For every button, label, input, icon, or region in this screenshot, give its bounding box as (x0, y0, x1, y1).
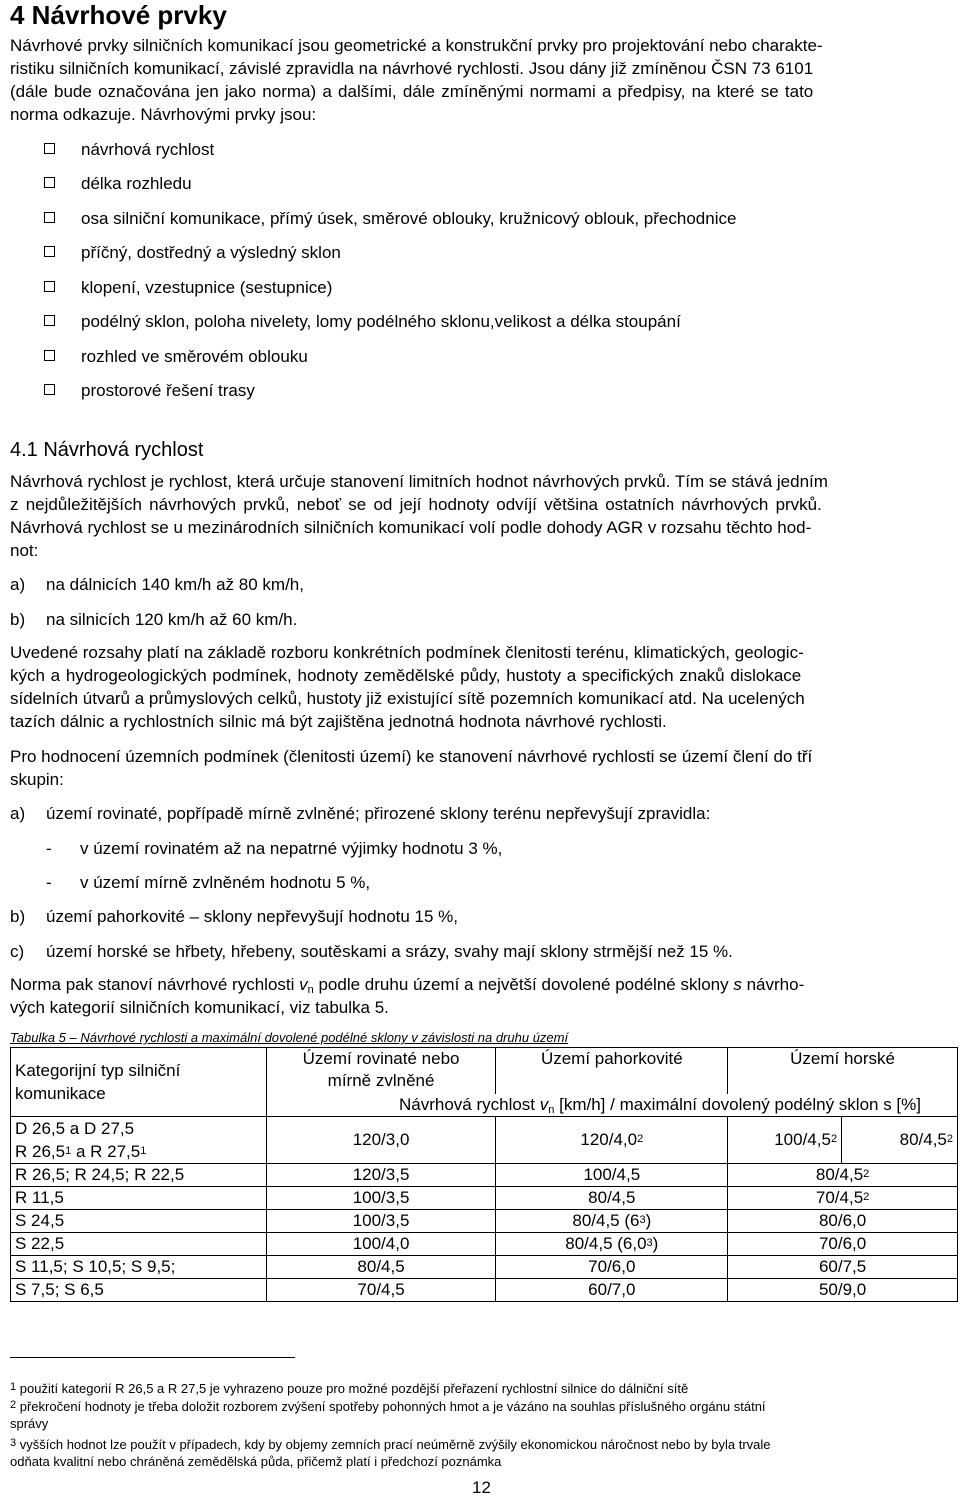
paragraph-line: skupin: (10, 770, 64, 789)
checkbox-square-icon (44, 212, 55, 223)
header-flat: Území rovinaté nebo mírně zvlněné (266, 1048, 496, 1094)
header-hilly: Území pahorkovité (496, 1048, 728, 1094)
intro-line: ristiku silničních komunikací, závislé zpravidla na návrhové rychlosti. Jsou dány již zmíněnou ČSN 73 6101 (10, 59, 814, 78)
paragraph-line: vých kategorií silničních komunikací, viz tabulka 5. (10, 998, 389, 1017)
list-item: délka rozhledu (44, 172, 192, 195)
paragraph-line: Návrhová rychlost je rychlost, která určuje stanovení limitních hodnot návrhových prvků. Tím se stává jedním (10, 472, 828, 491)
norm-paragraph (10, 973, 956, 1019)
cell-hilly: 80/4,5 $(6^3)$ (496, 1209, 728, 1232)
cell-mountain: $80/4,5^2$ (842, 1116, 958, 1163)
cell-hilly: 100/4,5 (496, 1163, 728, 1186)
cell-hilly: 80/4,5 $(6,0^3)$ (496, 1232, 728, 1255)
cell-flat: 80/4,5 (266, 1255, 496, 1278)
group-text: území pahorkovité – sklony nepřevyšují hodnotu 15 %, (46, 907, 459, 926)
group-text: území rovinaté, popřípadě mírně zvlněné; přirozené sklony terénu nepřevyšují zpravidla: (46, 804, 711, 823)
dash-bullet: - (46, 839, 52, 858)
cell-category: D 26,5 a D 27,5 R 26,5$^1$ a R 27,5$^1$ (11, 1116, 267, 1163)
cell-flat: 120/3,0 (266, 1116, 496, 1163)
paragraph-line: sídelních útvarů a průmyslových celků, hustoty již existující sítě pozemních komunikací atd. Na ucelených (10, 689, 805, 708)
group-label: b) (10, 907, 26, 926)
table-row (11, 1209, 958, 1232)
checkbox-square-icon (44, 143, 55, 154)
list-item: osa silniční komunikace, přímý úsek, směrové oblouky, kružnicový oblouk, přechodnice (44, 207, 736, 230)
cell-mountain: $100/4,5^2$ (728, 1116, 842, 1163)
checkbox-square-icon (44, 246, 55, 257)
cell-mountain: $80/4,5^2$ (728, 1163, 958, 1186)
list-item: prostorové řešení trasy (44, 379, 255, 402)
dash-bullet: - (46, 873, 52, 892)
checkbox-square-icon (44, 315, 55, 326)
cell-mountain: 60/7,5 (728, 1255, 958, 1278)
cell-flat: 100/4,0 (266, 1232, 496, 1255)
footnote: $^3$ vyšších hodnot lze použít v případech, kdy by objemy zemních prací neúměrně zvýšily ekonomickou náročnost nebo by byla trvale odňata kvalitní nebo chráněná zemědělská půda, přičemž platí i předchozí poznámka (10, 1437, 771, 1469)
footnote-separator (10, 1357, 295, 1358)
paragraph-line: Norma pak stanoví návrhové rychlosti $v_n$ podle druhu území a největší dovolené podélné sklony s návrho- (10, 975, 805, 996)
table-row (11, 1278, 958, 1301)
footnote: $^2$ překročení hodnoty je třeba doložit rozborem zvýšení spotřeby pohonných hmot a je vázáno na souhlas příslušného orgánu státní správy (10, 1399, 766, 1431)
table-row (11, 1186, 958, 1209)
list-item: klopení, vzestupnice (sestupnice) (44, 276, 332, 299)
speed-item-text: na dálnicích 140 km/h až 80 km/h, (46, 575, 304, 594)
cell-flat: 100/3,5 (266, 1209, 496, 1232)
group-label: a) (10, 804, 26, 823)
header-units: Návrhová rychlost $v_n$ [km/h] / maximální dovolený podélný sklon s [%] (266, 1094, 957, 1117)
paragraph-line: not: (10, 541, 39, 560)
chapter-heading: 4 Návrhové prvky (10, 0, 227, 30)
group-subitem: v území rovinatém až na nepatrné výjimky hodnotu 3 %, (80, 839, 503, 858)
intro-line: (dále bude označována jen jako norma) a dalšími, dále zmíněnými normami a předpisy, na které se tato (10, 82, 814, 101)
list-item: návrhová rychlost (44, 138, 214, 161)
cell-category: R 11,5 (11, 1186, 267, 1209)
table-header-row (11, 1048, 958, 1094)
table-row (11, 1232, 958, 1255)
checkbox-square-icon (44, 350, 55, 361)
list-item: příčný, dostředný a výsledný sklon (44, 241, 341, 264)
list-item: rozhled ve směrovém oblouku (44, 345, 308, 368)
paragraph-line: Uvedené rozsahy platí na základě rozboru konkrétních podmínek členitosti terénu, klimatických, geologic- (10, 643, 804, 662)
group-subitem: v území mírně zvlněném hodnotu 5 %, (80, 873, 371, 892)
speed-item-text: na silnicích 120 km/h až 60 km/h. (46, 610, 298, 629)
cell-hilly: 70/6,0 (496, 1255, 728, 1278)
paragraph-line: Pro hodnocení územních podmínek (členitosti území) ke stanovení návrhové rychlosti se území člení do tří (10, 747, 813, 766)
footnote: $^1$ použití kategorií R 26,5 a R 27,5 je vyhrazeno pouze pro možné pozdější přeřazení rychlostní silnice do dálniční sítě (10, 1381, 689, 1396)
paragraph-line: z nejdůležitějších návrhových prvků, neboť se od její hodnoty odvíjí většina ostatních návrhových prvků. (10, 495, 822, 514)
design-speed-paragraph (10, 470, 956, 562)
page-number: 12 (472, 1478, 491, 1497)
table-row (11, 1116, 958, 1163)
list-item: podélný sklon, poloha nivelety, lomy podélného sklonu,velikost a délka stoupání (44, 310, 681, 333)
design-speed-table (10, 1047, 958, 1302)
checkbox-square-icon (44, 177, 55, 188)
cell-mountain: 80/6,0 (728, 1209, 958, 1232)
group-text: území horské se hřbety, hřebeny, soutěskami a srázy, svahy mají sklony strmější než 15 %. (46, 942, 733, 961)
cell-hilly: 80/4,5 (496, 1186, 728, 1209)
cell-flat: 120/3,5 (266, 1163, 496, 1186)
paragraph-line: kých a hydrogeologických podmínek, hodnoty zemědělské půdy, hustoty a specifických znaků dislokace (10, 666, 802, 685)
group-label: c) (10, 942, 25, 961)
checkbox-square-icon (44, 384, 55, 395)
header-category: Kategorijní typ silniční komunikace (11, 1048, 267, 1117)
cell-category: R 26,5; R 24,5; R 22,5 (11, 1163, 267, 1186)
cell-category: S 24,5 (11, 1209, 267, 1232)
section-heading: 4.1 Návrhová rychlost (10, 439, 204, 461)
cell-mountain: 50/9,0 (728, 1278, 958, 1301)
cell-category: S 7,5; S 6,5 (11, 1278, 267, 1301)
table-row (11, 1255, 958, 1278)
table-row (11, 1163, 958, 1186)
paragraph-line: tazích dálnic a rychlostních silnic má být zajištěna jednotná hodnota návrhové rychlosti. (10, 712, 667, 731)
header-mountain: Území horské (728, 1048, 958, 1094)
intro-line: norma odkazuje. Návrhovými prvky jsou: (10, 105, 317, 124)
ranges-paragraph (10, 641, 956, 733)
cell-category: S 22,5 (11, 1232, 267, 1255)
cell-hilly: 60/7,0 (496, 1278, 728, 1301)
intro-paragraph (10, 34, 956, 126)
speed-item-label: b) (10, 610, 26, 629)
speed-item-label: a) (10, 575, 26, 594)
paragraph-line: Návrhová rychlost se u mezinárodních silničních komunikací volí podle dohody AGR v rozsahu těchto hod- (10, 518, 812, 537)
cell-category: S 11,5; S 10,5; S 9,5; (11, 1255, 267, 1278)
cell-flat: 70/4,5 (266, 1278, 496, 1301)
cell-mountain: $70/4,5^2$ (728, 1186, 958, 1209)
cell-mountain: 70/6,0 (728, 1232, 958, 1255)
table-caption: Tabulka 5 – Návrhové rychlosti a maximální dovolené podélné sklony v závislosti na druhu území (10, 1030, 569, 1045)
cell-hilly: $120/4,0^2$ (496, 1116, 728, 1163)
terrain-paragraph (10, 745, 956, 791)
intro-line: Návrhové prvky silničních komunikací jsou geometrické a konstrukční prvky pro projektování nebo charakte- (10, 36, 823, 55)
cell-flat: 100/3,5 (266, 1186, 496, 1209)
checkbox-square-icon (44, 281, 55, 292)
